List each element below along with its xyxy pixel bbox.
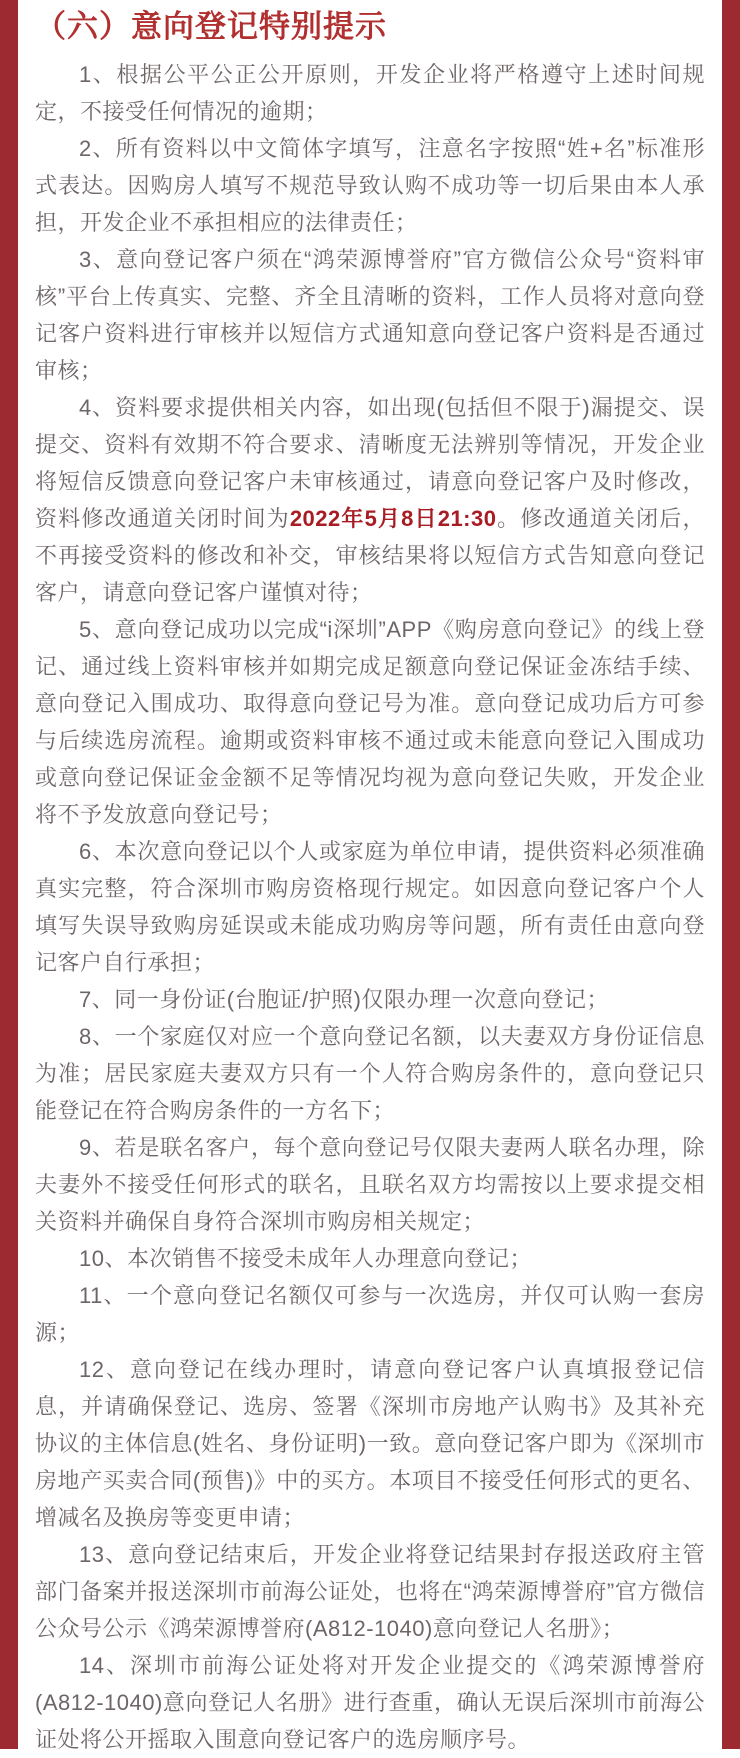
notice-paragraph-11: 11、一个意向登记名额仅可参与一次选房，并仅可认购一套房源； xyxy=(35,1283,705,1345)
notice-paragraph-5: 5、意向登记成功以完成“i深圳”APP《购房意向登记》的线上登记、通过线上资料审核并如期完成足额意向登记保证金冻结手续、意向登记入围成功、取得意向登记号为准。意向登记成功后方可参与后续选房流程。逾期或资料审核不通过或未能意向登记入围成功或意向登记保证金金额不足等情况均视为意向登记失败，开发企业将不予发放意向登记号； xyxy=(35,617,705,827)
section-title: （六）意向登记特别提示 xyxy=(35,9,387,44)
right-border-bar xyxy=(722,0,740,1749)
notice-paragraph-10: 10、本次销售不接受未成年人办理意向登记； xyxy=(79,1246,532,1271)
deadline-date-highlight: 2022年5月8日21:30 xyxy=(289,506,497,531)
notice-paragraph-14: 14、深圳市前海公证处将对开发企业提交的《鸿荣源博誉府(A812-1040)意向登记人名册》进行查重，确认无误后深圳市前海公证处将公开摇取入围意向登记客户的选房顺序号。 xyxy=(35,1653,705,1752)
notice-paragraph-13: 13、意向登记结束后，开发企业将登记结果封存报送政府主管部门备案并报送深圳市前海公证处，也将在“鸿荣源博誉府”官方微信公众号公示《鸿荣源博誉府(A812-1040)意向登记人名册》； xyxy=(35,1542,705,1641)
notice-paragraph-2: 2、所有资料以中文简体字填写，注意名字按照“姓+名”标准形式表达。因购房人填写不规范导致认购不成功等一切后果由本人承担，开发企业不承担相应的法律责任； xyxy=(35,136,705,235)
notice-paragraph-9: 9、若是联名客户，每个意向登记号仅限夫妻两人联名办理，除夫妻外不接受任何形式的联名，且联名双方均需按以上要求提交相关资料并确保自身符合深圳市购房相关规定； xyxy=(35,1135,705,1234)
notice-paragraph-6: 6、本次意向登记以个人或家庭为单位申请，提供资料必须准确真实完整，符合深圳市购房资格现行规定。如因意向登记客户个人填写失误导致购房延误或未能成功购房等问题，所有责任由意向登记客户自行承担； xyxy=(35,839,705,975)
notice-paragraph-7: 7、同一身份证(台胞证/护照)仅限办理一次意向登记； xyxy=(79,987,610,1012)
left-border-bar xyxy=(0,0,18,1749)
paragraph-4-text-after-deadline: 。修改通道关闭后，不再接受资料的修改和补交，审核结果将以短信方式告知意向登记客户，请意向登记客户谨慎对待； xyxy=(35,506,705,605)
notice-paragraph-3: 3、意向登记客户须在“鸿荣源博誉府”官方微信公众号“资料审核”平台上传真实、完整、齐全且清晰的资料，工作人员将对意向登记客户资料进行审核并以短信方式通知意向登记客户资料是否通过审核； xyxy=(35,247,705,383)
notice-paragraph-4 xyxy=(35,389,705,611)
notice-paragraph-8: 8、一个家庭仅对应一个意向登记名额，以夫妻双方身份证信息为准；居民家庭夫妻双方只有一个人符合购房条件的，意向登记只能登记在符合购房条件的一方名下； xyxy=(35,1024,705,1123)
notice-content xyxy=(18,0,722,1752)
notice-paragraph-12: 12、意向登记在线办理时，请意向登记客户认真填报登记信息，并请确保登记、选房、签署《深圳市房地产认购书》及其补充协议的主体信息(姓名、身份证明)一致。意向登记客户即为《深圳市房地产买卖合同(预售)》中的买方。本项目不接受任何形式的更名、增减名及换房等变更申请； xyxy=(35,1357,705,1530)
paragraph-4-text-before-deadline: 4、资料要求提供相关内容，如出现(包括但不限于)漏提交、误提交、资料有效期不符合要求、清晰度无法辨别等情况，开发企业将短信反馈意向登记客户未审核通过，请意向登记客户及时修改，资料修改通道关闭时间为 xyxy=(35,395,705,531)
notice-paragraph-1: 1、根据公平公正公开原则，开发企业将严格遵守上述时间规定，不接受任何情况的逾期； xyxy=(35,62,705,124)
